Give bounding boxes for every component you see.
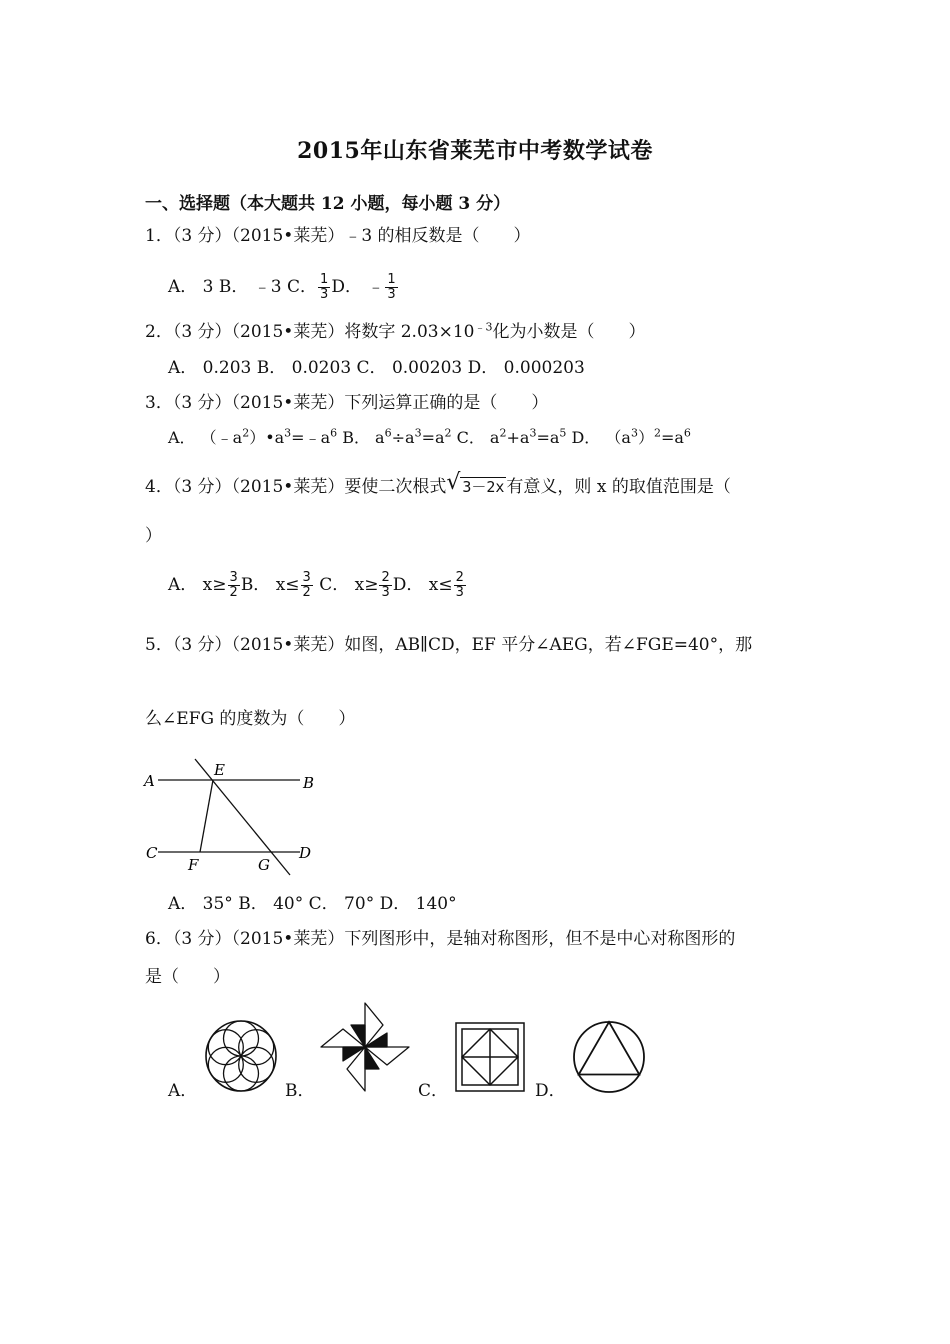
q6-option-b-label: B． <box>285 1081 315 1101</box>
q3-text: =﹣a <box>291 428 331 447</box>
q4-opt-c: C． x <box>319 575 365 595</box>
q4-stem-part: 有意义，则 x 的取值范围是（ <box>506 477 731 497</box>
q3-text: C． a <box>451 428 500 447</box>
question-3-options <box>168 427 691 449</box>
question-5-options: A． 35° B． 40° C． 70° D． 140° <box>168 894 457 914</box>
q4-opt-b: B． x <box>240 575 286 595</box>
question-2-stem <box>145 321 645 343</box>
question-4-stem <box>145 470 731 498</box>
q4-sign: ≥ <box>364 575 379 595</box>
question-4-options <box>168 571 467 600</box>
point-c-label: C <box>146 844 158 862</box>
q4-radicand: 3－2x <box>462 478 505 496</box>
frac-den: 3 <box>455 585 464 600</box>
q3-text: =a <box>421 428 445 447</box>
q1-options-abc: A． 3 B． ﹣3 C． <box>168 277 318 297</box>
q6-option-a-label: A． <box>168 1081 198 1101</box>
q4-sign: ≤ <box>438 575 453 595</box>
q1-fraction-d <box>385 273 397 302</box>
q3-text: B． a <box>337 428 385 447</box>
q3-text: =a <box>536 428 560 447</box>
q3-text: D． （a <box>566 428 631 447</box>
q3-text: ） <box>637 428 654 447</box>
parallel-lines-figure <box>140 755 320 880</box>
frac-den: 2 <box>302 585 311 600</box>
q4-opt-d: D． x <box>392 575 439 595</box>
question-2-options: A． 0.203 B． 0.0203 C． 0.00203 D． 0.000203 <box>168 358 585 378</box>
frac-num: 3 <box>229 570 238 585</box>
q3-sup: 6 <box>330 426 338 440</box>
q3-sup: 2 <box>242 426 250 440</box>
q2-stem-part: 2．（3 分）（2015•莱芜）将数字 2.03×10 <box>145 322 475 342</box>
q2-stem-part: 化为小数是（ ） <box>492 322 646 342</box>
frac-den: 3 <box>387 287 396 302</box>
q4-frac <box>454 571 466 600</box>
frac-den: 3 <box>381 585 390 600</box>
section-heading: 一、选择题（本大题共 12 小题，每小题 3 分） <box>145 194 511 214</box>
pinwheel-figure <box>318 1000 412 1094</box>
frac-num: 3 <box>302 570 311 585</box>
question-6-stem-end: 是（ ） <box>145 967 230 987</box>
frac-den: 2 <box>229 585 238 600</box>
question-5-stem-end: 么∠EFG 的度数为（ ） <box>145 709 356 729</box>
q4-frac <box>228 571 240 600</box>
flower-circle-figure <box>203 1018 279 1094</box>
q3-sup: 3 <box>414 426 422 440</box>
q4-sign: ≤ <box>285 575 300 595</box>
q3-text: =a <box>660 428 684 447</box>
question-1-options <box>168 273 399 302</box>
frac-num: 2 <box>455 570 464 585</box>
question-1-stem: 1．（3 分）（2015•莱芜）﹣3 的相反数是（ ） <box>145 226 531 246</box>
frac-num: 2 <box>381 570 390 585</box>
question-5-stem: 5．（3 分）（2015•莱芜）如图，AB∥CD，EF 平分∠AEG，若∠FGE=40°，那 <box>145 635 753 655</box>
q6-option-d-label: D． <box>535 1081 566 1101</box>
q2-exponent: ﹣3 <box>474 320 493 334</box>
q3-text: +a <box>506 428 530 447</box>
frac-num: 1 <box>320 272 329 287</box>
segment-ef <box>200 780 213 852</box>
square-pattern-figure <box>453 1020 527 1094</box>
question-4-stem-end: ） <box>145 526 162 546</box>
point-d-label: D <box>299 844 312 862</box>
point-g-label: G <box>258 856 270 874</box>
question-3-stem: 3．（3 分）（2015•莱芜）下列运算正确的是（ ） <box>145 393 549 413</box>
frac-den: 3 <box>320 287 329 302</box>
q3-sup: 5 <box>559 426 567 440</box>
q3-sup: 6 <box>384 426 392 440</box>
q3-text: A． （﹣a <box>168 428 243 447</box>
q4-sign: ≥ <box>212 575 227 595</box>
frac-num: 1 <box>387 272 396 287</box>
q3-sup: 2 <box>444 426 452 440</box>
q1-fraction-c <box>318 273 330 302</box>
q3-sup: 3 <box>630 426 638 440</box>
q3-sup: 3 <box>529 426 537 440</box>
q1-options-d: D． ﹣ <box>331 277 385 297</box>
circle-triangle-figure <box>570 1018 648 1096</box>
line-eg <box>195 759 290 875</box>
point-b-label: B <box>303 774 315 792</box>
point-e-label: E <box>214 761 225 779</box>
point-a-label: A <box>144 772 155 790</box>
q4-opt-a: A． x <box>168 575 213 595</box>
question-6-stem: 6．（3 分）（2015•莱芜）下列图形中，是轴对称图形，但不是中心对称图形的 <box>145 929 736 949</box>
q3-text: ）•a <box>249 428 285 447</box>
q4-frac <box>301 571 313 600</box>
sqrt-icon: √ <box>446 470 461 495</box>
point-f-label: F <box>188 856 199 874</box>
q4-frac <box>379 571 391 600</box>
q6-option-c-label: C． <box>418 1081 449 1101</box>
q3-sup: 2 <box>653 426 661 440</box>
page-title: 2015年山东省莱芜市中考数学试卷 <box>297 138 653 164</box>
q3-sup: 2 <box>499 426 507 440</box>
q3-text: ÷a <box>391 428 415 447</box>
q3-sup: 3 <box>284 426 292 440</box>
q4-stem-part: 4．（3 分）（2015•莱芜）要使二次根式 <box>145 477 447 497</box>
q3-sup: 6 <box>683 426 691 440</box>
q4-radical <box>446 470 506 498</box>
